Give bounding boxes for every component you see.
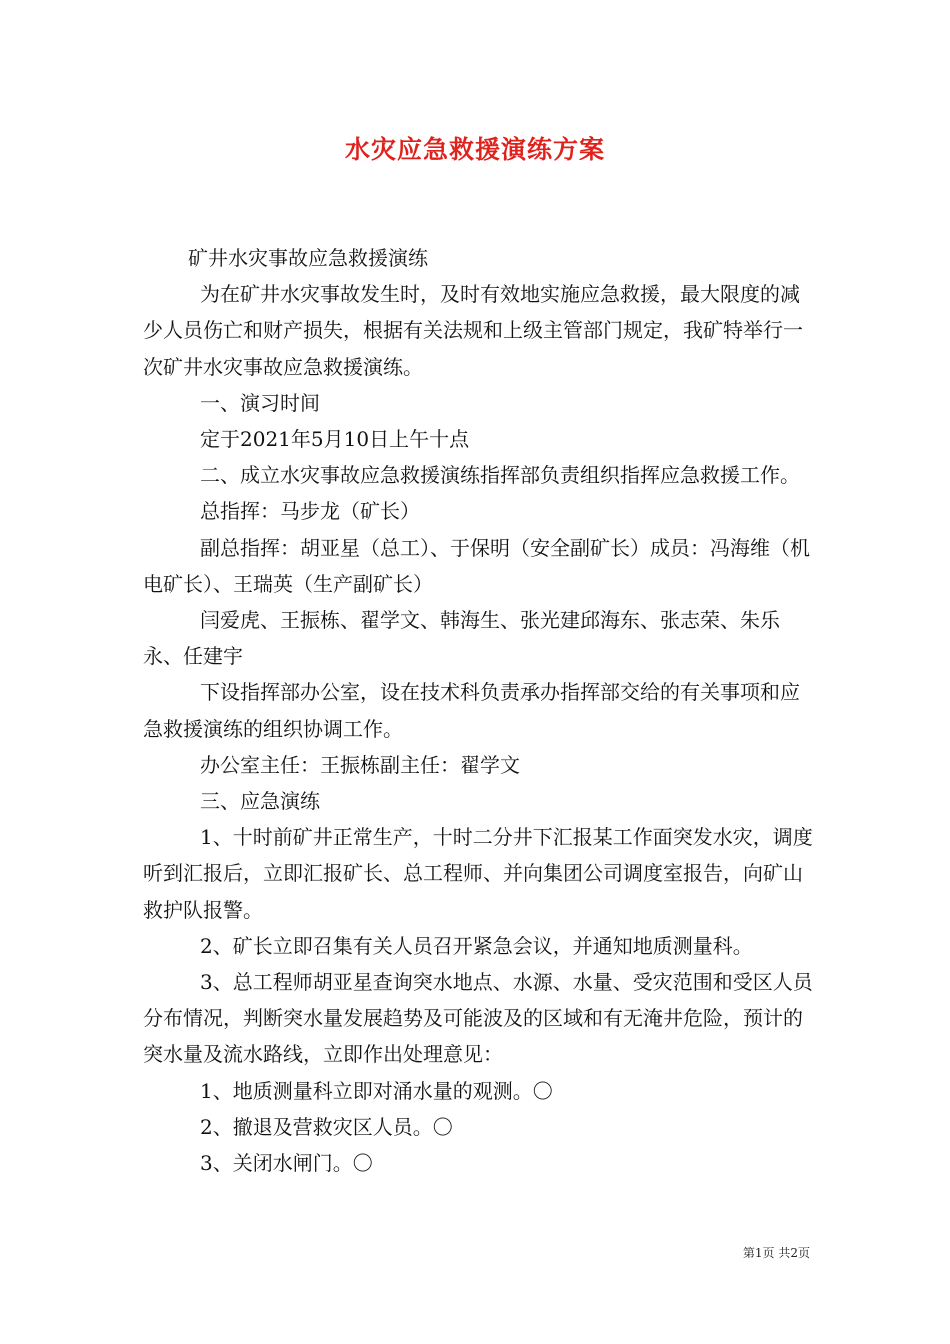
paragraph: 办公室主任：王振栋副主任：翟学文 xyxy=(200,752,520,777)
section-heading: 一、演习时间 xyxy=(200,390,320,415)
paragraph: 闫爱虎、王振栋、翟学文、韩海生、张光建邱海东、张志荣、朱乐永、任建宇 xyxy=(143,608,780,669)
document-body xyxy=(143,240,813,1181)
list-item: 2、撤退及营救灾区人员。〇 xyxy=(200,1114,453,1139)
paragraph: 总指挥：马步龙（矿长） xyxy=(200,499,420,524)
list-item: 3、关闭水闸门。〇 xyxy=(200,1151,373,1176)
paragraph: 定于2021年5月10日上午十点 xyxy=(200,427,470,452)
section-heading: 三、应急演练 xyxy=(200,789,320,814)
list-item: 1、十时前矿井正常生产，十时二分井下汇报某工作面突发水灾，调度听到汇报后，立即汇报矿长、总工程师、并向集团公司调度室报告，向矿山救护队报警。 xyxy=(143,825,813,922)
section-subtitle: 矿井水灾事故应急救援演练 xyxy=(188,246,428,270)
section-heading: 二、成立水灾事故应急救援演练指挥部负责组织指挥应急救援工作。 xyxy=(200,463,800,488)
page-number: 第1页 共2页 xyxy=(742,1246,810,1260)
paragraph: 为在矿井水灾事故发生时，及时有效地实施应急救援，最大限度的减少人员伤亡和财产损失，根据有关法规和上级主管部门规定，我矿特举行一次矿井水灾事故应急救援演练。 xyxy=(143,282,803,379)
paragraph: 副总指挥：胡亚星（总工）、于保明（安全副矿长）成员：冯海维（机电矿长）、王瑞英（生产副矿长） xyxy=(143,535,810,596)
list-item: 3、总工程师胡亚星查询突水地点、水源、水量、受灾范围和受区人员分布情况，判断突水量发展趋势及可能波及的区域和有无淹井危险，预计的突水量及流水路线，立即作出处理意见： xyxy=(143,970,813,1067)
paragraph: 下设指挥部办公室，设在技术科负责承办指挥部交给的有关事项和应急救援演练的组织协调工作。 xyxy=(143,680,800,741)
document-title: 水灾应急救援演练方案 xyxy=(344,135,605,164)
list-item: 2、矿长立即召集有关人员召开紧急会议，并通知地质测量科。 xyxy=(200,933,753,958)
list-item: 1、地质测量科立即对涌水量的观测。〇 xyxy=(200,1078,553,1103)
